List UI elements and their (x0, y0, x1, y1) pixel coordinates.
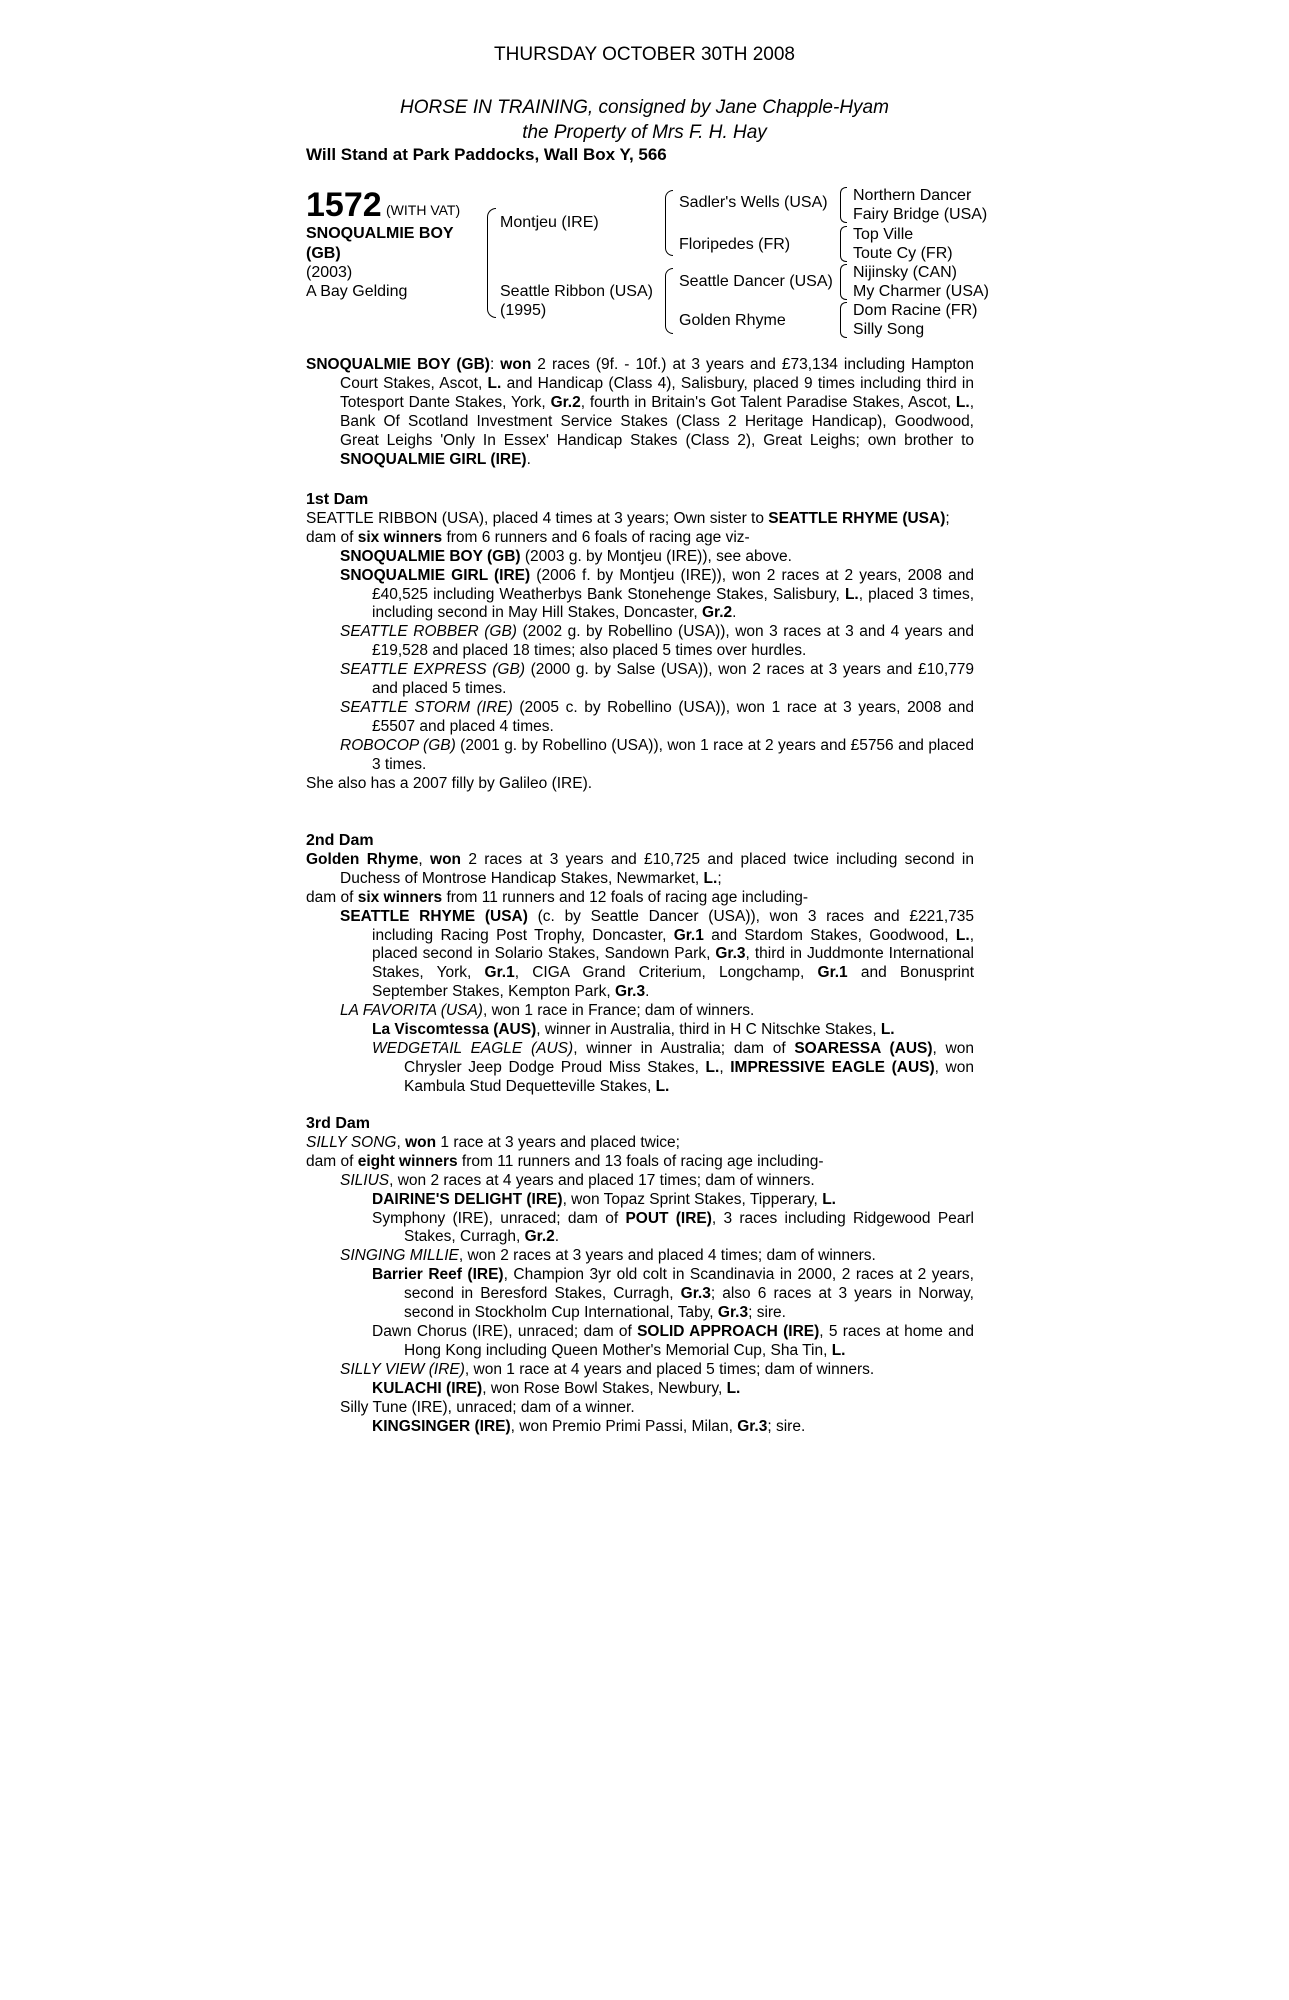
pedigree-brace-dam (665, 268, 673, 334)
listed-mark: L. (880, 1021, 895, 1039)
dam-text: , (396, 1133, 406, 1151)
first-dam-produce-line (306, 529, 974, 548)
summary-won: won (500, 356, 532, 373)
produce-text: . (554, 1228, 560, 1246)
listed-mark: L. (655, 1077, 670, 1095)
pedigree-dss: Nijinsky (CAN) (853, 264, 957, 281)
produce-text: Symphony (IRE), unraced; dam of (372, 1209, 626, 1227)
summary-text: , Bank Of Scotland Investment Service Stakes (Class 2 Heritage Handicap), Goodwood, Great Leighs 'Only In Essex' Handicap Stakes (Class 2), Great Leighs; own brother to (340, 393, 974, 449)
horse-description: A Bay Gelding (306, 283, 408, 300)
stand-location: Will Stand at Park Paddocks, Wall Box Y, 566 (306, 145, 667, 164)
dam-name: Golden Rhyme (306, 850, 419, 868)
pedigree-dam-dam: Golden Rhyme (679, 312, 786, 329)
produce-text: , placed second in Solario Stakes, Sandown Park, (372, 926, 974, 963)
summary-text: 2 races (9f. - 10f.) at 3 years and £73,134 including Hampton Court Stakes, Ascot, (340, 356, 974, 392)
produce-text: (2002 g. by Robellino (USA)), won 3 races at 3 and 4 years and £19,528 and placed 18 times; also placed 5 times over hurdles. (372, 623, 974, 660)
second-dam-line: Golden Rhyme, won 2 races at 3 years and £10,725 and placed twice including second in Duchess of Montrose Handicap Stakes, Newmarket, L.; (306, 850, 974, 887)
foaling-year: (2003) (306, 264, 353, 281)
listed-mark: L. (705, 1058, 720, 1076)
dam-text: ; (945, 509, 950, 527)
produce-text: and Bonusprint September Stakes, Kempton Park, (372, 964, 975, 1001)
pedigree-sire-sire: Sadler's Wells (USA) (679, 194, 828, 211)
pedigree-sds: Top Ville (853, 226, 914, 243)
produce-text: , won Topaz Sprint Stakes, Tipperary, (562, 1190, 823, 1208)
group-mark: Gr.2 (550, 393, 581, 411)
pedigree-sss: Northern Dancer (853, 187, 972, 204)
produce-name: SOLID APPROACH (IRE) (637, 1322, 820, 1340)
produce-text: , CIGA Grand Criterium, Longchamp, (514, 964, 818, 982)
third-dam-section (306, 1115, 974, 1436)
produce-entry (306, 1247, 974, 1266)
produce-name: SEATTLE STORM (IRE) (340, 698, 513, 716)
produce-name: KULACHI (IRE) (372, 1379, 483, 1397)
produce-entry (306, 1021, 974, 1040)
produce-text: , won Rose Bowl Stakes, Newbury, (482, 1379, 727, 1397)
produce-text: , won 1 race in France; dam of winners. (482, 1002, 755, 1020)
produce-text: (2000 g. by Salse (USA)), won 2 races at 3 years and £10,779 and placed 5 times. (372, 661, 974, 698)
produce-text: (2005 c. by Robellino (USA)), won 1 race at 3 years, 2008 and £5507 and placed 4 times. (372, 698, 974, 735)
dam-text: from 11 runners and 13 foals of racing age including- (457, 1152, 824, 1170)
produce-name: SILIUS (340, 1171, 390, 1189)
produce-text: . (732, 604, 737, 622)
produce-text: (2006 f. by Montjeu (IRE)), won 2 races at 2 years, 2008 and £40,525 including Weatherbys Bank Stonehenge Stakes, Salisbury, (372, 566, 975, 603)
produce-entry (306, 1418, 974, 1437)
produce-text: and Stardom Stakes, Goodwood, (703, 926, 956, 944)
dam-text: ; (717, 869, 722, 887)
second-dam-section (306, 832, 974, 1097)
dam-winners: six winners (357, 528, 443, 546)
dam-name: SILLY SONG (306, 1133, 397, 1151)
produce-entry (306, 1323, 974, 1361)
dam-text: 1 race at 3 years and placed twice; (436, 1133, 680, 1151)
pedigree-dsd: My Charmer (USA) (853, 283, 990, 300)
summary-text: and Handicap (Class 4), Salisbury, placed 9 times including third in Totesport Dante Stakes, York, (340, 374, 974, 411)
group-mark: Gr.3 (680, 1285, 711, 1303)
produce-text: , 5 races at home and Hong Kong including Queen Mother's Memorial Cup, Sha Tin, (404, 1322, 974, 1359)
summary-paragraph: SNOQUALMIE BOY (GB): won 2 races (9f. - 10f.) at 3 years and £73,134 including Hampton Court Stakes, Ascot, L. and Handicap (Class 4), Salisbury, placed 9 times including third in Totesport Dante Stakes, York, Gr.2, fourth in Britain's Got Talent Paradise Stakes, Ascot, L., Bank Of Scotland Investment Service Stakes (Class 2 Heritage Handicap), Goodwood, Great Leighs 'Only In Essex' Handicap Stakes (Class 2), Great Leighs; own brother to SNOQUALMIE GIRL (IRE). (306, 356, 974, 468)
produce-entry (306, 1172, 974, 1191)
produce-name: SEATTLE EXPRESS (GB) (340, 661, 525, 679)
produce-entry (306, 1399, 974, 1418)
produce-entry (306, 1380, 974, 1399)
produce-entry (306, 661, 974, 699)
produce-text: ; sire. (767, 1417, 806, 1435)
produce-entry (306, 548, 974, 567)
produce-name: SEATTLE RHYME (USA) (340, 907, 528, 925)
produce-entry (306, 1040, 974, 1097)
pedigree-ddd: Silly Song (853, 321, 925, 338)
summary-text: , fourth in Britain's Got Talent Paradise Stakes, Ascot, (580, 393, 956, 411)
produce-entry (306, 1361, 974, 1380)
dam-won: won (430, 850, 462, 868)
listed-mark: L. (822, 1190, 836, 1208)
listed-mark: L. (831, 1341, 846, 1359)
summary-sibling: SNOQUALMIE GIRL (IRE) (340, 450, 527, 468)
produce-name: ROBOCOP (GB) (340, 736, 456, 754)
dam-text: 2 races at 3 years and £10,725 and placed twice including second in Duchess of Montrose Handicap Stakes, Newmarket, (340, 850, 974, 887)
pedigree-sire: Montjeu (IRE) (500, 214, 599, 231)
dam-text: from 6 runners and 6 foals of racing age viz- (442, 528, 750, 546)
produce-text: , 3 races including Ridgewood Pearl Stakes, Curragh, (404, 1209, 974, 1246)
property-line: the Property of Mrs F. H. Hay (522, 122, 767, 143)
produce-name: DAIRINE'S DELIGHT (IRE) (372, 1190, 563, 1208)
produce-entry (306, 699, 974, 737)
listed-mark: L. (487, 374, 502, 392)
first-dam-heading: 1st Dam (306, 491, 369, 508)
produce-name: KINGSINGER (IRE) (372, 1417, 511, 1435)
pedigree-dds: Dom Racine (FR) (853, 302, 978, 319)
produce-name: Barrier Reef (IRE) (372, 1266, 504, 1284)
produce-text: ; sire. (748, 1304, 786, 1322)
produce-text: , Champion 3yr old colt in Scandinavia in 2000, 2 races at 2 years, second in Beresford Stakes, Curragh, (404, 1266, 974, 1303)
group-mark: Gr.3 (737, 1417, 768, 1435)
produce-text: , won Premio Primi Passi, Milan, (510, 1417, 738, 1435)
listed-mark: L. (955, 393, 970, 411)
group-mark: Gr.3 (614, 983, 646, 1001)
pedigree-brace-sd (840, 226, 847, 262)
horse-name-line1: SNOQUALMIE BOY (306, 225, 454, 242)
consignment-line: HORSE IN TRAINING, consigned by Jane Chapple-Hyam (400, 97, 889, 118)
produce-entry (306, 623, 974, 661)
produce-text: (c. by Seattle Dancer (USA)), won 3 races and £221,735 including Racing Post Trophy, Doncaster, (372, 907, 974, 944)
produce-entry (306, 737, 974, 775)
group-mark: Gr.1 (673, 926, 704, 944)
produce-name: La Viscomtessa (AUS) (372, 1021, 537, 1039)
dam-winners: eight winners (357, 1152, 458, 1170)
pedigree-brace-main (487, 208, 496, 318)
pedigree-brace-dd (840, 302, 847, 338)
produce-text: , winner in Australia; dam of (573, 1039, 795, 1057)
produce-name: WEDGETAIL EAGLE (AUS) (372, 1039, 574, 1057)
produce-text: , third in Juddmonte International Stakes, York, (372, 945, 974, 982)
pedigree-brace-ds (840, 264, 847, 300)
produce-text: , won Chrysler Jeep Dodge Proud Miss Stakes, (404, 1039, 974, 1076)
group-mark: Gr.1 (817, 964, 848, 982)
produce-name: SINGING MILLIE (340, 1247, 459, 1265)
produce-text: (2001 g. by Robellino (USA)), won 1 race at 2 years and £5756 and placed 3 times. (372, 736, 974, 773)
produce-name: SEATTLE ROBBER (GB) (340, 623, 517, 641)
produce-text: , won Kambula Stud Dequetteville Stakes, (404, 1058, 974, 1095)
group-mark: Gr.3 (717, 1304, 749, 1322)
produce-text: Silly Tune (IRE), unraced; dam of a winner. (340, 1398, 635, 1416)
dam-sibling: SEATTLE RHYME (USA) (768, 509, 946, 527)
produce-name: POUT (IRE) (625, 1209, 712, 1227)
horse-name-line2: (GB) (306, 245, 341, 262)
produce-text: . (645, 983, 650, 1001)
also-note: She also has a 2007 filly by Galileo (IRE). (306, 774, 593, 792)
produce-text: , won 1 race at 4 years and placed 5 times; dam of winners. (464, 1360, 875, 1378)
third-dam-produce-line (306, 1153, 974, 1172)
sale-date: THURSDAY OCTOBER 30TH 2008 (494, 44, 795, 65)
listed-mark: L. (703, 869, 718, 887)
produce-name: SOARESSA (AUS) (794, 1039, 933, 1057)
dam-text: dam of (306, 888, 358, 906)
produce-entry (306, 908, 974, 1003)
produce-text: , winner in Australia, third in H C Nitschke Stakes, (536, 1021, 881, 1039)
horse-name (306, 224, 454, 264)
second-dam-produce-line (306, 889, 974, 908)
produce-name: SILLY VIEW (IRE) (340, 1360, 465, 1378)
third-dam-heading: 3rd Dam (306, 1115, 371, 1132)
dam-won: won (405, 1133, 437, 1151)
pedigree-dam-year: (1995) (500, 302, 547, 319)
third-dam-line (306, 1134, 974, 1153)
dam-text: from 11 runners and 12 foals of racing age including- (442, 888, 809, 906)
listed-mark: L. (726, 1379, 741, 1397)
produce-entry (306, 1266, 974, 1323)
produce-entry (306, 567, 974, 624)
second-dam-heading: 2nd Dam (306, 832, 374, 849)
dam-text: dam of (306, 528, 358, 546)
produce-text: , (719, 1058, 731, 1076)
listed-mark: L. (844, 585, 859, 603)
group-mark: Gr.1 (484, 964, 515, 982)
vat-note: (WITH VAT) (386, 202, 461, 218)
produce-entry (306, 1002, 974, 1021)
produce-entry (306, 1191, 974, 1210)
first-dam-section (306, 491, 974, 794)
dam-text: dam of (306, 1152, 358, 1170)
pedigree-ssd: Fairy Bridge (USA) (853, 206, 988, 223)
produce-text: (2003 g. by Montjeu (IRE)), see above. (520, 547, 792, 565)
produce-entry (306, 1210, 974, 1248)
produce-text: ; also 6 races at 3 years in Norway, second in Stockholm Cup International, Taby, (404, 1285, 974, 1322)
summary-horse-name: SNOQUALMIE BOY (GB) (306, 356, 490, 373)
produce-name: IMPRESSIVE EAGLE (AUS) (730, 1058, 935, 1076)
listed-mark: L. (955, 926, 970, 944)
pedigree-sdd: Toute Cy (FR) (853, 245, 953, 262)
race-summary (306, 356, 974, 469)
summary-text: . (526, 450, 531, 468)
pedigree-dam: Seattle Ribbon (USA) (500, 283, 653, 300)
produce-name: SNOQUALMIE GIRL (IRE) (340, 566, 531, 584)
group-mark: Gr.3 (715, 945, 746, 963)
lot-number: 1572 (306, 186, 382, 224)
produce-text: , won 2 races at 3 years and placed 4 times; dam of winners. (458, 1247, 876, 1265)
first-dam-line (306, 510, 974, 529)
pedigree-sire-dam: Floripedes (FR) (679, 236, 791, 253)
produce-text: , placed 3 times, including second in May Hill Stakes, Doncaster, (372, 585, 975, 622)
produce-name: LA FAVORITA (USA) (340, 1002, 483, 1020)
produce-text: , won 2 races at 4 years and placed 17 times; dam of winners. (389, 1171, 815, 1189)
group-mark: Gr.2 (524, 1228, 555, 1246)
produce-name: SNOQUALMIE BOY (GB) (340, 547, 521, 565)
group-mark: Gr.2 (701, 604, 733, 622)
pedigree-brace-ss (840, 187, 847, 223)
dam-text: SEATTLE RIBBON (USA), placed 4 times at 3 years; Own sister to (306, 509, 769, 527)
pedigree-brace-sire (665, 190, 673, 256)
pedigree-dam-sire: Seattle Dancer (USA) (679, 273, 833, 290)
produce-text: Dawn Chorus (IRE), unraced; dam of (372, 1322, 638, 1340)
dam-winners: six winners (357, 888, 443, 906)
